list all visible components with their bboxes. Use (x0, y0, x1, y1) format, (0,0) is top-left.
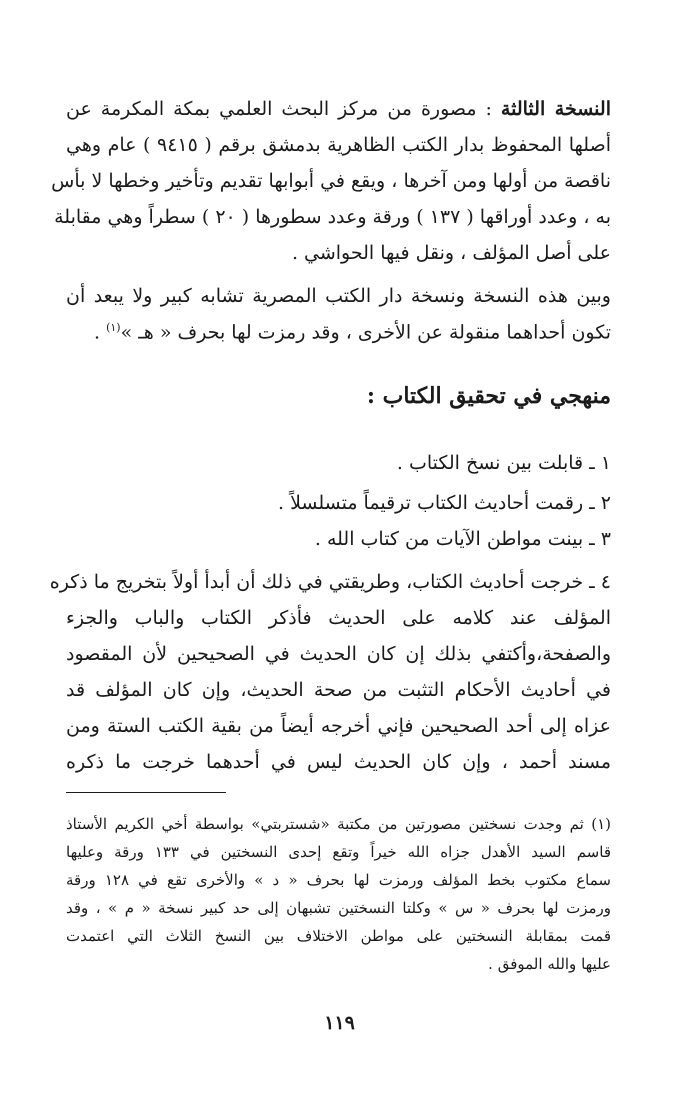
list-item-4-line3: والصفحة،وأكتفي بذلك إن كان الحديث في الصحيحين لأن المقصود (66, 643, 611, 665)
footnote-line1: (١) ثم وجدت نسختين مصورتين من مكتبة «شستربتي» بواسطة أخي الكريم الأستاذ (66, 815, 611, 833)
list-item-4-line1: ٤ ـ خرجت أحاديث الكتاب، وطريقتي في ذلك أن أبدأ أولاً بتخريج ما ذكره (49, 571, 611, 593)
list-item-4-line4: في أحاديث الأحكام التثبت من صحة الحديث، وإن كان المؤلف قد (66, 679, 611, 701)
list-item-1: ١ ـ قابلت بين نسخ الكتاب . (396, 452, 611, 474)
footnote-line2: قاسم السيد الأهدل جزاه الله خيراً وتقع إحدى النسختين في ١٣٣ ورقة وعليها (66, 843, 611, 861)
footnote-line6: عليها والله الموفق . (488, 955, 611, 973)
para1-line2: أصلها المحفوظ بدار الكتب الظاهرية بدمشق برقم ( ٩٤١٥ ) عام وهي (66, 134, 611, 156)
para2-line1: وبين هذه النسخة ونسخة دار الكتب المصرية تشابه كبير ولا يبعد أن (66, 285, 611, 307)
para1-line1-text: : مصورة من مركز البحث العلمي بمكة المكرمة عن (66, 98, 501, 120)
list-item-3: ٣ ـ بينت مواطن الآيات من كتاب الله . (314, 528, 611, 550)
manuscript-label: النسخة الثالثة (500, 98, 611, 120)
page-number: ١١٩ (324, 1012, 355, 1034)
footnote-line4: ورمزت لها بحرف « س » وكلتا النسختين تشبهان إلى حد كبير نسخة « م » ، وقد (66, 899, 611, 917)
para2-line2 (66, 316, 611, 344)
para1-line1 (66, 97, 611, 121)
footnote-line5: قمت بمقابلة النسختين على مواطن الاختلاف بين النسخ الثلاث التي اعتمدت (66, 927, 611, 945)
para1-line4: به ، وعدد أوراقها ( ١٣٧ ) ورقة وعدد سطورها ( ٢٠ ) سطراً وهي مقابلة (54, 206, 611, 228)
para1-line3: ناقصة من أولها ومن آخرها ، ويقع في أبوابها تقديم وتأخير وخطها لا بأس (51, 170, 611, 192)
list-item-2: ٢ ـ رقمت أحاديث الكتاب ترقيماً متسلسلاً . (278, 492, 611, 514)
list-item-4-line5: عزاه إلى أحد الصحيحين فإني أخرجه أيضاً من بقية الكتب الستة ومن (66, 715, 611, 737)
footnote-separator (66, 792, 226, 793)
footnote-marker: (١) (106, 321, 121, 334)
para2-line2-text: تكون أحداهما منقولة عن الأخرى ، وقد رمزت لها بحرف « هـ » (120, 321, 611, 344)
list-item-4-line2: المؤلف عند كلامه على الحديث فأذكر الكتاب والباب والجزء (66, 607, 611, 629)
section-heading: منهجي في تحقيق الكتاب : (366, 383, 611, 409)
footnote-line3: سماع مكتوب بخط المؤلف ورمزت لها بحرف « د » والأخرى تقع في ١٢٨ ورقة (66, 871, 611, 889)
para2-line2-end: . (93, 321, 107, 344)
para1-line5: على أصل المؤلف ، ونقل فيها الحواشي . (291, 242, 611, 264)
list-item-4-line6: مسند أحمد ، وإن كان الحديث ليس في أحدهما خرجت ما ذكره (66, 751, 611, 773)
